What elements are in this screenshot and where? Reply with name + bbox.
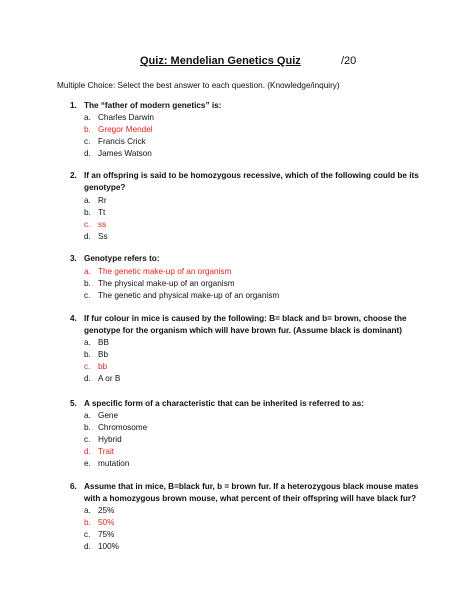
option-text: 50% <box>98 518 115 527</box>
option-text: bb <box>98 362 108 371</box>
option-letter: a. <box>84 267 91 276</box>
question-text: Assume that in mice, B=black fur, b = brown fur. If a heterozygous black mouse mates with a homozygous brown mouse, what percent of their offspring will have black fur? <box>84 482 419 503</box>
answer-option <box>84 410 118 422</box>
option-letter: a. <box>84 338 91 347</box>
answer-option <box>84 266 231 278</box>
answer-option <box>84 207 105 219</box>
option-text: Charles Darwin <box>98 113 154 122</box>
question-1 <box>70 100 420 112</box>
option-letter: e. <box>84 459 91 468</box>
option-letter: d. <box>84 232 91 241</box>
answer-option <box>84 434 122 446</box>
question-4 <box>70 313 420 337</box>
option-letter: c. <box>84 220 91 229</box>
option-letter: c. <box>84 291 91 300</box>
option-letter: d. <box>84 542 91 551</box>
question-2 <box>70 170 420 194</box>
answer-option <box>84 446 114 458</box>
option-letter: a. <box>84 506 91 515</box>
option-letter: c. <box>84 530 91 539</box>
option-letter: d. <box>84 374 91 383</box>
option-text: Francis Crick <box>98 137 146 146</box>
option-letter: a. <box>84 196 91 205</box>
option-text: 75% <box>98 530 115 539</box>
quiz-title: Quiz: Mendelian Genetics Quiz <box>140 55 301 67</box>
option-text: James Watson <box>98 149 152 158</box>
option-text: Rr <box>98 196 107 205</box>
question-text: The “father of modern genetics” is: <box>84 101 222 110</box>
option-text: 100% <box>98 542 119 551</box>
option-letter: b. <box>84 208 91 217</box>
option-letter: c. <box>84 137 91 146</box>
option-letter: b. <box>84 125 91 134</box>
answer-option <box>84 458 129 470</box>
question-text: If fur colour in mice is caused by the following: B= black and b= brown, choose the genotype for the organism which will have brown fur. (Assume black is dominant) <box>84 314 407 335</box>
answer-option <box>84 231 108 243</box>
answer-option <box>84 124 153 136</box>
option-letter: a. <box>84 113 91 122</box>
option-text: Tt <box>98 208 106 217</box>
option-text: The physical make-up of an organism <box>98 279 235 288</box>
option-letter: b. <box>84 350 91 359</box>
option-text: Gene <box>98 411 119 420</box>
option-text: BB <box>98 338 109 347</box>
answer-option <box>84 505 114 517</box>
answer-option <box>84 422 147 434</box>
option-letter: c. <box>84 435 91 444</box>
answer-option <box>84 219 106 231</box>
question-5 <box>70 398 420 410</box>
answer-option <box>84 373 120 385</box>
answer-option <box>84 278 235 290</box>
option-letter: d. <box>84 447 91 456</box>
answer-option <box>84 290 279 302</box>
question-3 <box>70 253 420 265</box>
option-text: The genetic make-up of an organism <box>98 267 232 276</box>
question-number: 1. <box>70 101 77 110</box>
option-text: Bb <box>98 350 109 359</box>
question-number: 5. <box>70 399 77 408</box>
instructions: Multiple Choice: Select the best answer to each question. (Knowledge/inquiry) <box>57 81 340 90</box>
question-text: A specific form of a characteristic that can be inherited is referred to as: <box>84 399 364 408</box>
answer-option <box>84 529 114 541</box>
answer-option <box>84 349 108 361</box>
option-letter: a. <box>84 411 91 420</box>
question-number: 3. <box>70 254 77 263</box>
answer-option <box>84 517 114 529</box>
option-text: mutation <box>98 459 130 468</box>
answer-option <box>84 112 154 124</box>
option-text: The genetic and physical make-up of an organism <box>98 291 280 300</box>
answer-option <box>84 136 146 148</box>
question-number: 2. <box>70 171 77 180</box>
option-letter: c. <box>84 362 91 371</box>
question-6 <box>70 481 420 505</box>
option-text: Gregor Mendel <box>98 125 153 134</box>
answer-option <box>84 361 107 373</box>
option-text: 25% <box>98 506 115 515</box>
answer-option <box>84 337 109 349</box>
option-letter: b. <box>84 423 91 432</box>
question-number: 6. <box>70 482 77 491</box>
option-letter: d. <box>84 149 91 158</box>
question-number: 4. <box>70 314 77 323</box>
question-text: If an offspring is said to be homozygous recessive, which of the following could be its genotype? <box>84 171 419 192</box>
option-text: A or B <box>98 374 121 383</box>
answer-option <box>84 541 119 553</box>
option-text: Trait <box>98 447 115 456</box>
option-text: ss <box>98 220 107 229</box>
option-letter: b. <box>84 518 91 527</box>
score-total: /20 <box>341 55 357 67</box>
option-letter: b. <box>84 279 91 288</box>
answer-option <box>84 148 152 160</box>
option-text: Ss <box>98 232 108 241</box>
option-text: Chromosome <box>98 423 148 432</box>
answer-option <box>84 195 107 207</box>
question-text: Genotype refers to: <box>84 254 160 263</box>
option-text: Hybrid <box>98 435 122 444</box>
